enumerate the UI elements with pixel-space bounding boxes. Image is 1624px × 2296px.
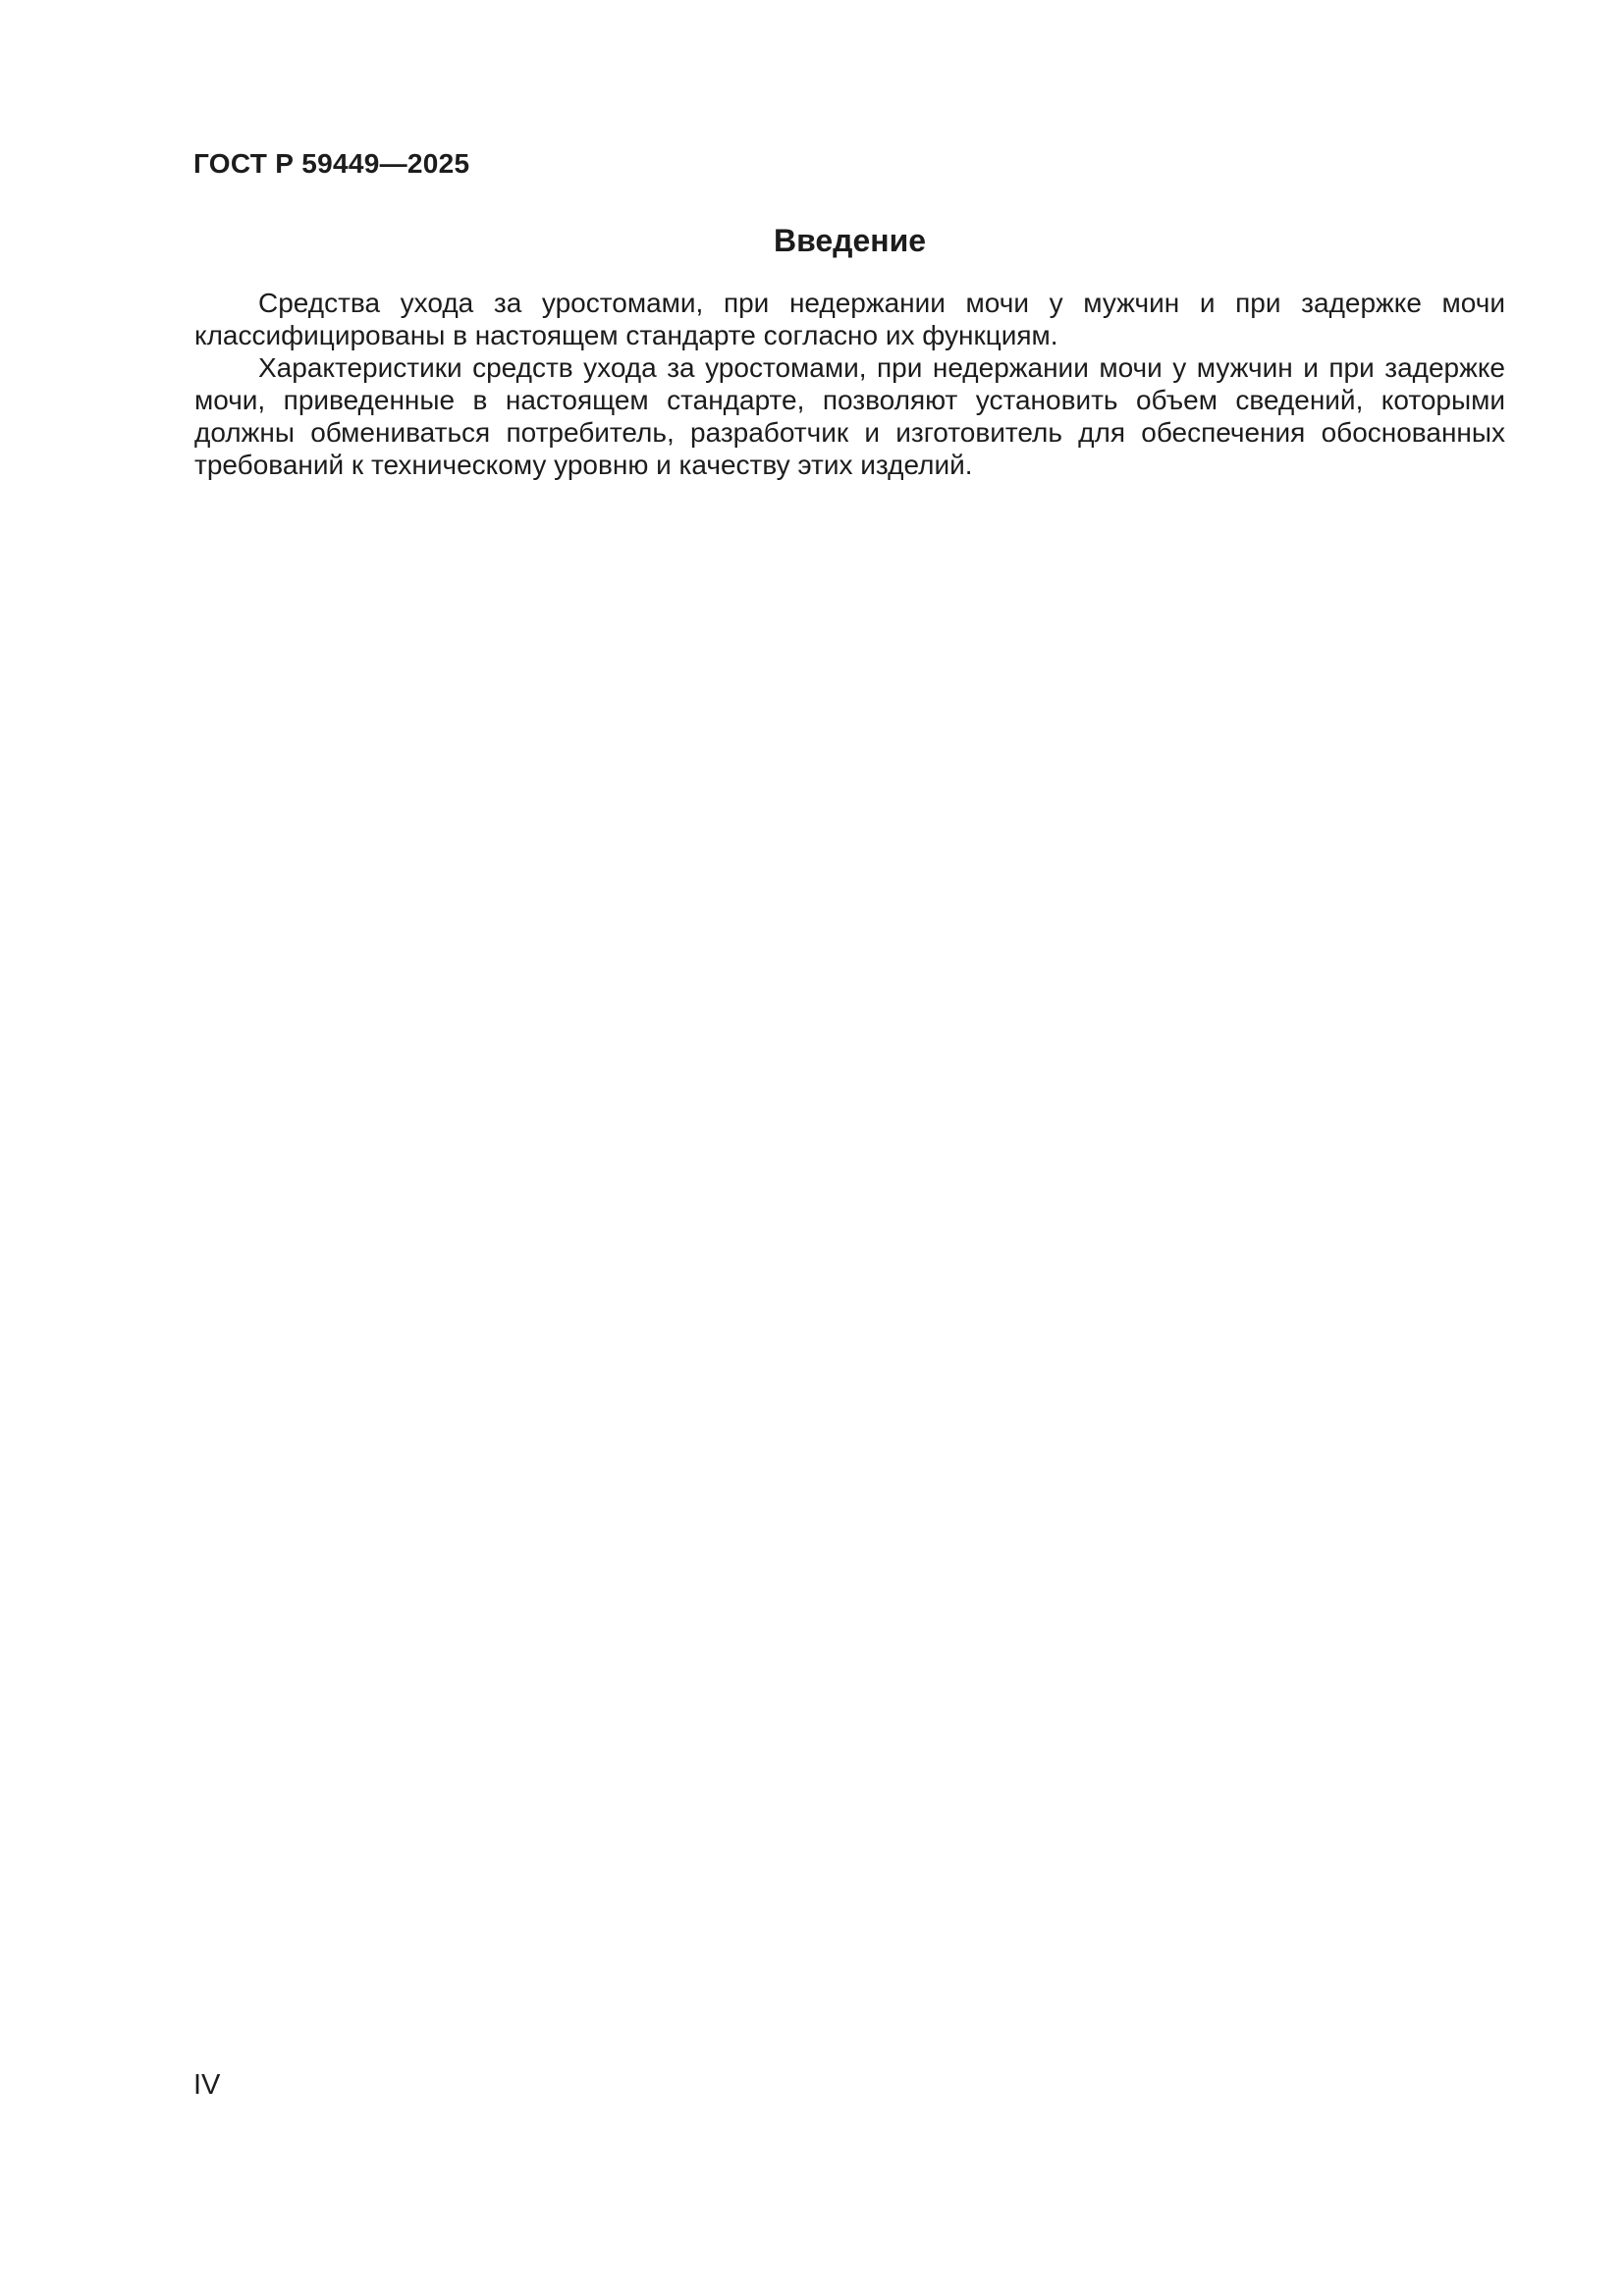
- body-text: [194, 287, 1505, 481]
- page-number: IV: [193, 2069, 221, 2101]
- section-title: Введение: [773, 223, 927, 258]
- document-code: ГОСТ Р 59449—2025: [193, 148, 470, 179]
- paragraph-1: Средства ухода за уростомами, при недержании мочи у мужчин и при задержке мочи классифицированы в настоящем стандарте согласно их функциям.: [194, 288, 1505, 350]
- paragraph-2: Характеристики средств ухода за уростомами, при недержании мочи у мужчин и при задержке мочи, приведенные в настоящем стандарте, позволяют установить объем сведений, которыми должны обмениваться потребитель, разработчик и изготовитель для обеспечения обоснованных требований к техническому уровню и качеству этих изделий.: [194, 352, 1505, 480]
